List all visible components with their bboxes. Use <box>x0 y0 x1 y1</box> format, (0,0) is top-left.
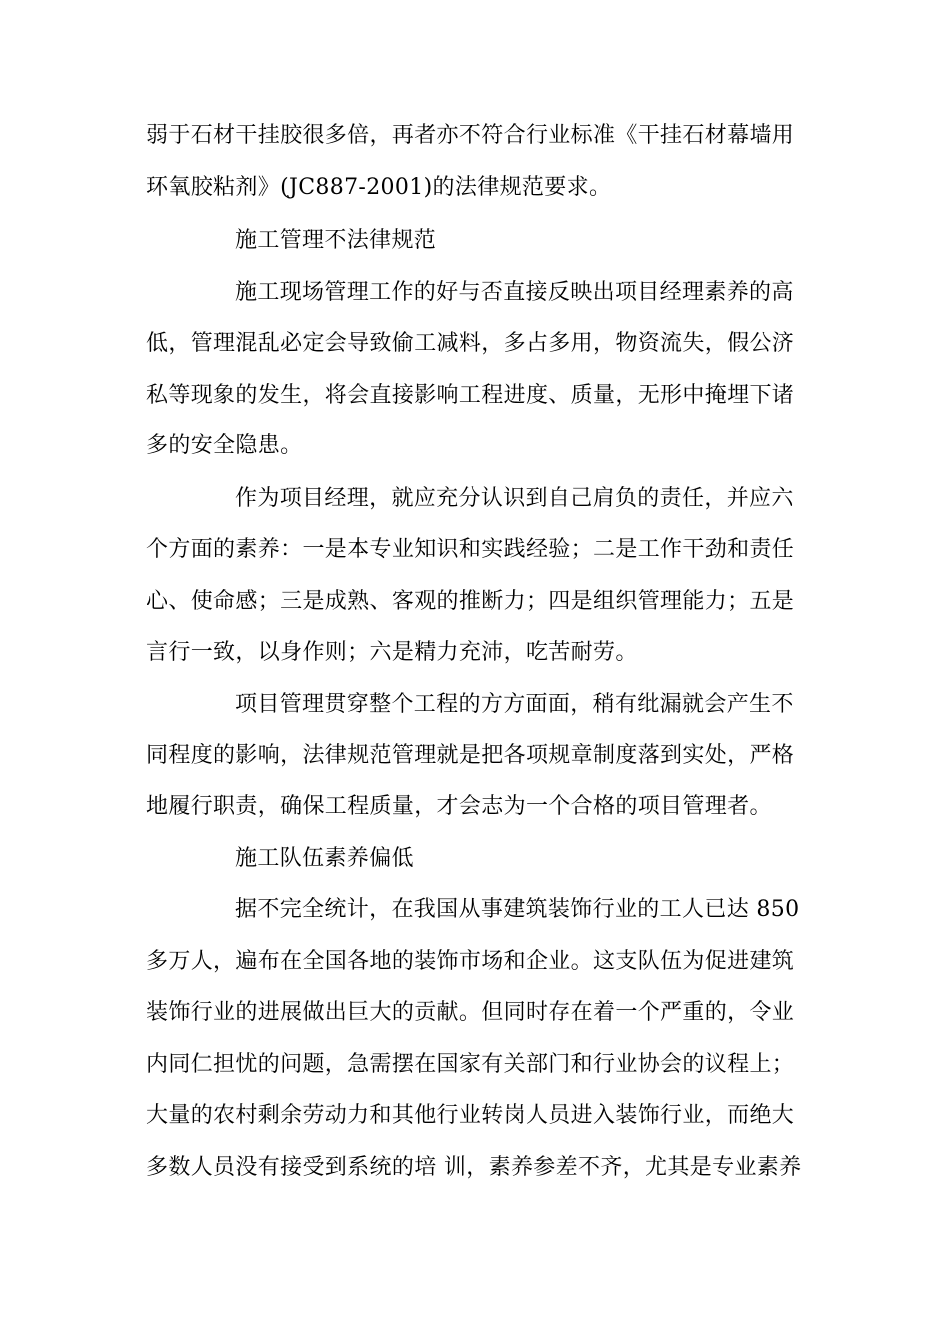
section-heading: 施工管理不法律规范 <box>235 228 437 253</box>
text-line: 低，管理混乱必定会导致偷工减料，多占多用，物资流失，假公济 <box>146 331 795 356</box>
text-line: 多万人，遍布在全国各地的装饰市场和企业。这支队伍为促进建筑 <box>146 949 795 974</box>
section-heading: 施工队伍素养偏低 <box>235 846 414 871</box>
text-line: 环氧胶粘剂》(JC887-2001)的法律规范要求。 <box>146 175 612 200</box>
text-line: 作为项目经理，就应充分认识到自己肩负的责任，并应六 <box>235 486 794 511</box>
text-line: 装饰行业的进展做出巨大的贡献。但同时存在着一个严重的，令业 <box>146 1000 795 1025</box>
text-line: 施工现场管理工作的好与否直接反映出项目经理素养的高 <box>235 280 794 305</box>
text-line: 大量的农村剩余劳动力和其他行业转岗人员进入装饰行业，而绝大 <box>146 1103 795 1128</box>
text-line: 内同仁担忧的问题，急需摆在国家有关部门和行业协会的议程上； <box>146 1052 795 1077</box>
text-line: 同程度的影响，法律规范管理就是把各项规章制度落到实处，严格 <box>146 743 795 768</box>
text-line: 多数人员没有接受到系统的培 训，素养参差不齐，尤其是专业素养 <box>146 1155 802 1180</box>
text-line: 私等现象的发生，将会直接影响工程进度、质量，无形中掩埋下诸 <box>146 383 795 408</box>
text-line: 言行一致，以身作则；六是精力充沛，吃苦耐劳。 <box>146 640 638 665</box>
text-line: 项目管理贯穿整个工程的方方面面，稍有纰漏就会产生不 <box>235 692 794 717</box>
text-line: 弱于石材干挂胶很多倍，再者亦不符合行业标准《干挂石材幕墙用 <box>146 123 795 148</box>
text-line: 心、使命感；三是成熟、客观的推断力；四是组织管理能力；五是 <box>146 589 795 614</box>
text-line: 据不完全统计，在我国从事建筑装饰行业的工人已达 850 <box>235 897 800 922</box>
text-line: 个方面的素养：一是本专业知识和实践经验；二是工作干劲和责任 <box>146 537 795 562</box>
text-line: 多的安全隐患。 <box>146 433 303 458</box>
text-line: 地履行职责，确保工程质量，才会志为一个合格的项目管理者。 <box>146 794 772 819</box>
